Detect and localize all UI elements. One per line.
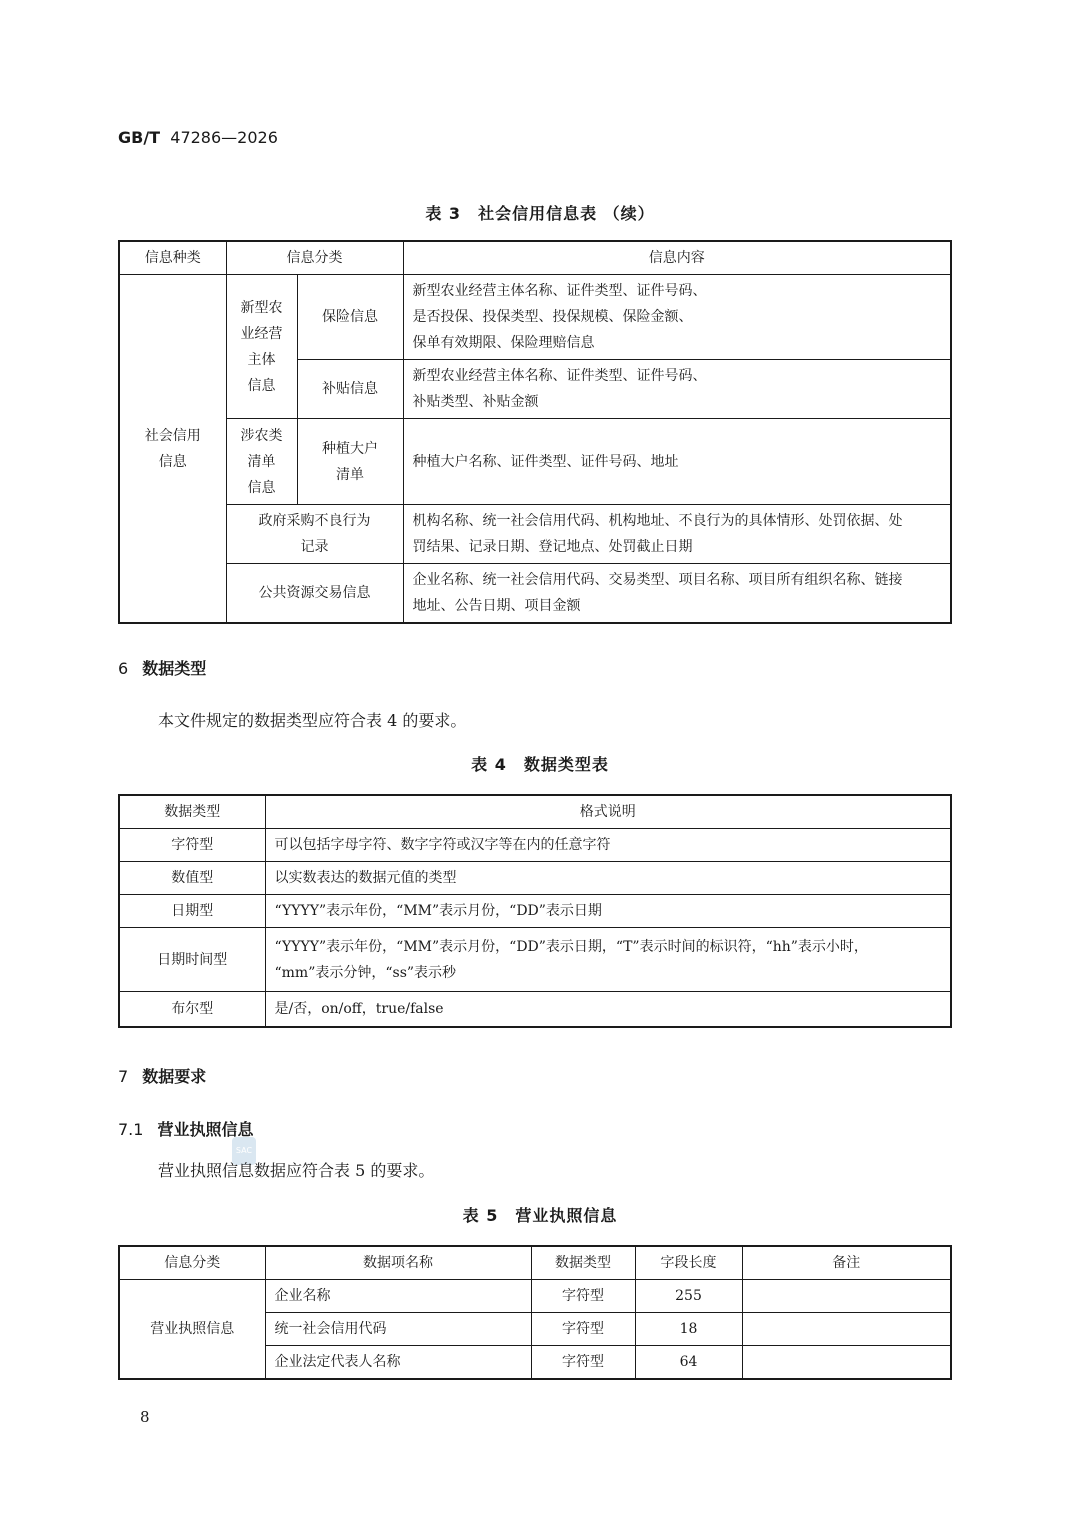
table4-type-cell: 字符型 [119, 829, 265, 862]
table-row [119, 505, 951, 564]
section-title: 数据类型 [142, 659, 207, 678]
table3-sub-cell: 公共资源交易信息 [226, 564, 403, 624]
table-row [119, 1280, 951, 1313]
table3-sub-cell: 政府采购不良行为 记录 [226, 505, 403, 564]
section-7-heading [118, 1064, 206, 1087]
table4-header: 数据类型 [119, 795, 265, 829]
table3-header: 信息种类 [119, 241, 226, 275]
table4-type-cell: 布尔型 [119, 992, 265, 1027]
table4-desc-cell: “YYYY”表示年份，“MM”表示月份，“DD”表示日期，“T”表示时间的标识符，“hh”表示小时， “mm”表示分钟，“ss”表示秒 [265, 928, 951, 992]
table3-content-cell: 新型农业经营主体名称、证件类型、证件号码、 补贴类型、补贴金额 [403, 360, 951, 419]
standard-code [118, 128, 278, 147]
sac-watermark-logo: SAC [232, 1137, 256, 1165]
table3-group-cell: 新型农 业经营 主体 信息 [226, 275, 297, 419]
table5-type-cell: 字符型 [531, 1346, 635, 1380]
table3-kind-cell: 社会信用 信息 [119, 275, 226, 624]
section-number: 7.1 [118, 1120, 144, 1139]
table3-header-row [119, 241, 951, 275]
table-row [119, 275, 951, 360]
table4-type-cell: 日期型 [119, 895, 265, 928]
table4 [118, 794, 952, 1028]
table5-length-cell: 64 [635, 1346, 742, 1380]
table3-content-cell: 种植大户名称、证件类型、证件号码、地址 [403, 419, 951, 505]
table5-header: 信息分类 [119, 1246, 265, 1280]
table5-note-cell [742, 1346, 951, 1380]
table3-content-cell: 新型农业经营主体名称、证件类型、证件号码、 是否投保、投保类型、投保规模、保险金额、 保单有效期限、保险理赔信息 [403, 275, 951, 360]
table4-type-cell: 数值型 [119, 862, 265, 895]
table4-header-row [119, 795, 951, 829]
table5-category-cell: 营业执照信息 [119, 1280, 265, 1380]
table3-sub-cell: 保险信息 [297, 275, 403, 360]
table3-content-cell: 机构名称、统一社会信用代码、机构地址、不良行为的具体情形、处罚依据、处 罚结果、记录日期、登记地点、处罚截止日期 [403, 505, 951, 564]
table5-length-cell: 18 [635, 1313, 742, 1346]
section-number: 7 [118, 1067, 129, 1086]
table5-name-cell: 企业名称 [265, 1280, 531, 1313]
section-7-1-paragraph: 营业执照信息数据应符合表 5 的要求。 [158, 1161, 435, 1180]
table-row [119, 928, 951, 992]
section-6-heading [118, 656, 206, 679]
table5-note-cell [742, 1280, 951, 1313]
table3-sub-cell: 种植大户 清单 [297, 419, 403, 505]
table5-header: 备注 [742, 1246, 951, 1280]
table5-header: 数据类型 [531, 1246, 635, 1280]
table3-caption: 表 3 社会信用信息表 （续） [425, 204, 655, 223]
table-row [119, 829, 951, 862]
standard-code-prefix: GB/T [118, 128, 161, 147]
table3-header: 信息内容 [403, 241, 951, 275]
section-title: 数据要求 [142, 1067, 207, 1086]
table5-note-cell [742, 1313, 951, 1346]
table4-type-cell: 日期时间型 [119, 928, 265, 992]
table-row [119, 992, 951, 1027]
table4-header: 格式说明 [265, 795, 951, 829]
table-row [119, 895, 951, 928]
table5 [118, 1245, 952, 1380]
table5-type-cell: 字符型 [531, 1313, 635, 1346]
table4-desc-cell: 以实数表达的数据元值的类型 [265, 862, 951, 895]
table3 [118, 240, 952, 624]
table4-desc-cell: 可以包括字母字符、数字字符或汉字等在内的任意字符 [265, 829, 951, 862]
table4-desc-cell: “YYYY”表示年份，“MM”表示月份，“DD”表示日期 [265, 895, 951, 928]
table3-header: 信息分类 [226, 241, 403, 275]
table5-header: 字段长度 [635, 1246, 742, 1280]
page-number: 8 [140, 1408, 150, 1426]
table-row [119, 564, 951, 624]
table5-caption: 表 5 营业执照信息 [462, 1206, 618, 1225]
table5-header: 数据项名称 [265, 1246, 531, 1280]
table5-name-cell: 统一社会信用代码 [265, 1313, 531, 1346]
section-number: 6 [118, 659, 129, 678]
table4-caption: 表 4 数据类型表 [471, 755, 609, 774]
table3-content-cell: 企业名称、统一社会信用代码、交易类型、项目名称、项目所有组织名称、链接 地址、公告日期、项目金额 [403, 564, 951, 624]
table5-length-cell: 255 [635, 1280, 742, 1313]
table5-type-cell: 字符型 [531, 1280, 635, 1313]
section-title: 营业执照信息 [157, 1120, 254, 1139]
table4-desc-cell: 是/否，on/off，true/false [265, 992, 951, 1027]
table3-sub-cell: 补贴信息 [297, 360, 403, 419]
table5-header-row [119, 1246, 951, 1280]
standard-code-number: 47286—2026 [170, 128, 278, 147]
table-row [119, 862, 951, 895]
table-row [119, 419, 951, 505]
section-6-paragraph: 本文件规定的数据类型应符合表 4 的要求。 [158, 711, 467, 730]
table3-group-cell: 涉农类 清单 信息 [226, 419, 297, 505]
table5-name-cell: 企业法定代表人名称 [265, 1346, 531, 1380]
